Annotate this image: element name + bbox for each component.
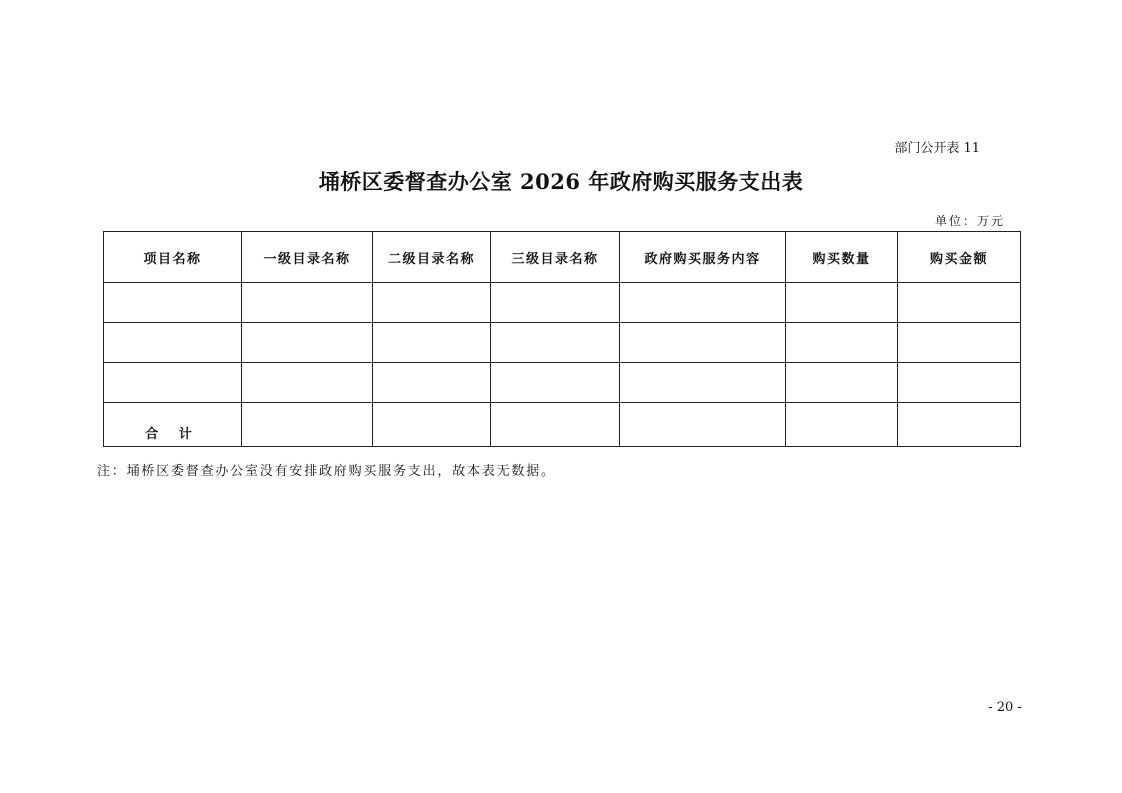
header-service-content: 政府购买服务内容 [620,232,786,283]
table-cell [373,403,491,447]
table-row [104,363,1021,403]
table-cell [620,363,786,403]
total-label: 合 计 [104,403,242,447]
table-row [104,323,1021,363]
header-level2-category: 二级目录名称 [373,232,491,283]
table-cell [242,363,373,403]
table-cell [620,323,786,363]
table-cell [786,323,898,363]
table-cell [104,323,242,363]
table-cell [242,323,373,363]
table-row [104,283,1021,323]
table-cell [373,363,491,403]
table-cell [786,283,898,323]
page-number: - 20 - [988,700,1022,715]
table-cell [620,283,786,323]
table-cell [786,403,898,447]
table-cell [104,363,242,403]
header-level1-category: 一级目录名称 [242,232,373,283]
table-cell [491,323,620,363]
table-cell [898,283,1021,323]
unit-label: 单位：万元 [934,214,1005,228]
table-cell [491,283,620,323]
table-cell [491,403,620,447]
expense-table [103,231,1021,447]
table-cell [786,363,898,403]
table-cell [104,283,242,323]
table-cell [373,283,491,323]
header-purchase-amount: 购买金额 [898,232,1021,283]
table-cell [242,283,373,323]
table-cell [491,363,620,403]
table-cell [620,403,786,447]
table-note: 注：埇桥区委督查办公室没有安排政府购买服务支出，故本表无数据。 [97,464,556,479]
header-level3-category: 三级目录名称 [491,232,620,283]
total-row [104,403,1021,447]
table-cell [898,323,1021,363]
table-cell [242,403,373,447]
table-cell [373,323,491,363]
document-code: 部门公开表 11 [894,141,980,156]
page-title: 埇桥区委督查办公室 2026 年政府购买服务支出表 [318,169,804,194]
header-row [104,232,1021,283]
header-project-name: 项目名称 [104,232,242,283]
header-purchase-quantity: 购买数量 [786,232,898,283]
table-cell [898,403,1021,447]
table-cell [898,363,1021,403]
